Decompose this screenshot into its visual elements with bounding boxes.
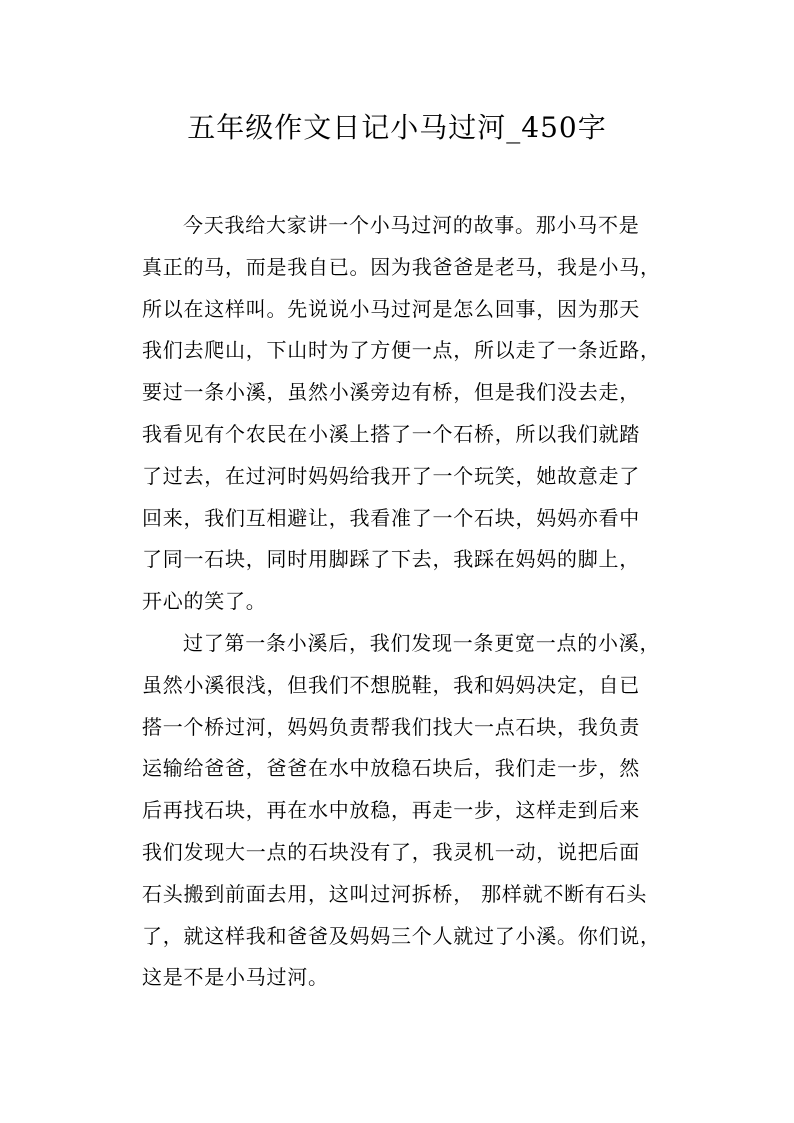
text-line: 我看见有个农民在小溪上搭了一个石桥，所以我们就踏 bbox=[142, 421, 640, 446]
text-line: 我们去爬山，下山时为了方便一点，所以走了一条近路， bbox=[142, 338, 661, 363]
text-line: 了，就这样我和爸爸及妈妈三个人就过了小溪。你们说， bbox=[142, 923, 661, 948]
text-line: 真正的马，而是我自已。因为我爸爸是老马，我是小马， bbox=[142, 254, 661, 279]
text-line: 后再找石块，再在水中放稳，再走一步，这样走到后来 bbox=[142, 798, 640, 823]
text-line: 运输给爸爸，爸爸在水中放稳石块后，我们走一步，然 bbox=[142, 756, 640, 781]
document-title: 五年级作文日记小马过河_450字 bbox=[187, 111, 607, 144]
text-line: 搭一个桥过河，妈妈负责帮我们找大一点石块，我负责 bbox=[142, 714, 640, 739]
text-line: 了过去，在过河时妈妈给我开了一个玩笑，她故意走了 bbox=[142, 463, 640, 488]
text-line: 所以在这样叫。先说说小马过河是怎么回事，因为那天 bbox=[142, 296, 640, 321]
text-line: 回来，我们互相避让，我看准了一个石块，妈妈亦看中 bbox=[142, 505, 640, 530]
document-body bbox=[142, 205, 662, 999]
text-line: 了同一石块，同时用脚踩了下去，我踩在妈妈的脚上， bbox=[142, 547, 640, 572]
paragraph-2 bbox=[142, 623, 662, 999]
text-line: 我们发现大一点的石块没有了，我灵机一动，说把后面 bbox=[142, 839, 640, 864]
text-line: 要过一条小溪，虽然小溪旁边有桥，但是我们没去走， bbox=[142, 380, 640, 405]
text-line: 今天我给大家讲一个小马过河的故事。那小马不是 bbox=[183, 213, 640, 237]
text-line: 过了第一条小溪后，我们发现一条更宽一点的小溪， bbox=[183, 630, 661, 655]
text-line: 虽然小溪很浅，但我们不想脱鞋，我和妈妈决定，自已 bbox=[142, 672, 640, 697]
text-line: 石头搬到前面去用，这叫过河拆桥， 那样就不断有石头 bbox=[142, 881, 648, 906]
text-line: 开心的笑了。 bbox=[142, 589, 267, 614]
text-line: 这是不是小马过河。 bbox=[142, 965, 329, 990]
paragraph-1 bbox=[142, 205, 662, 623]
